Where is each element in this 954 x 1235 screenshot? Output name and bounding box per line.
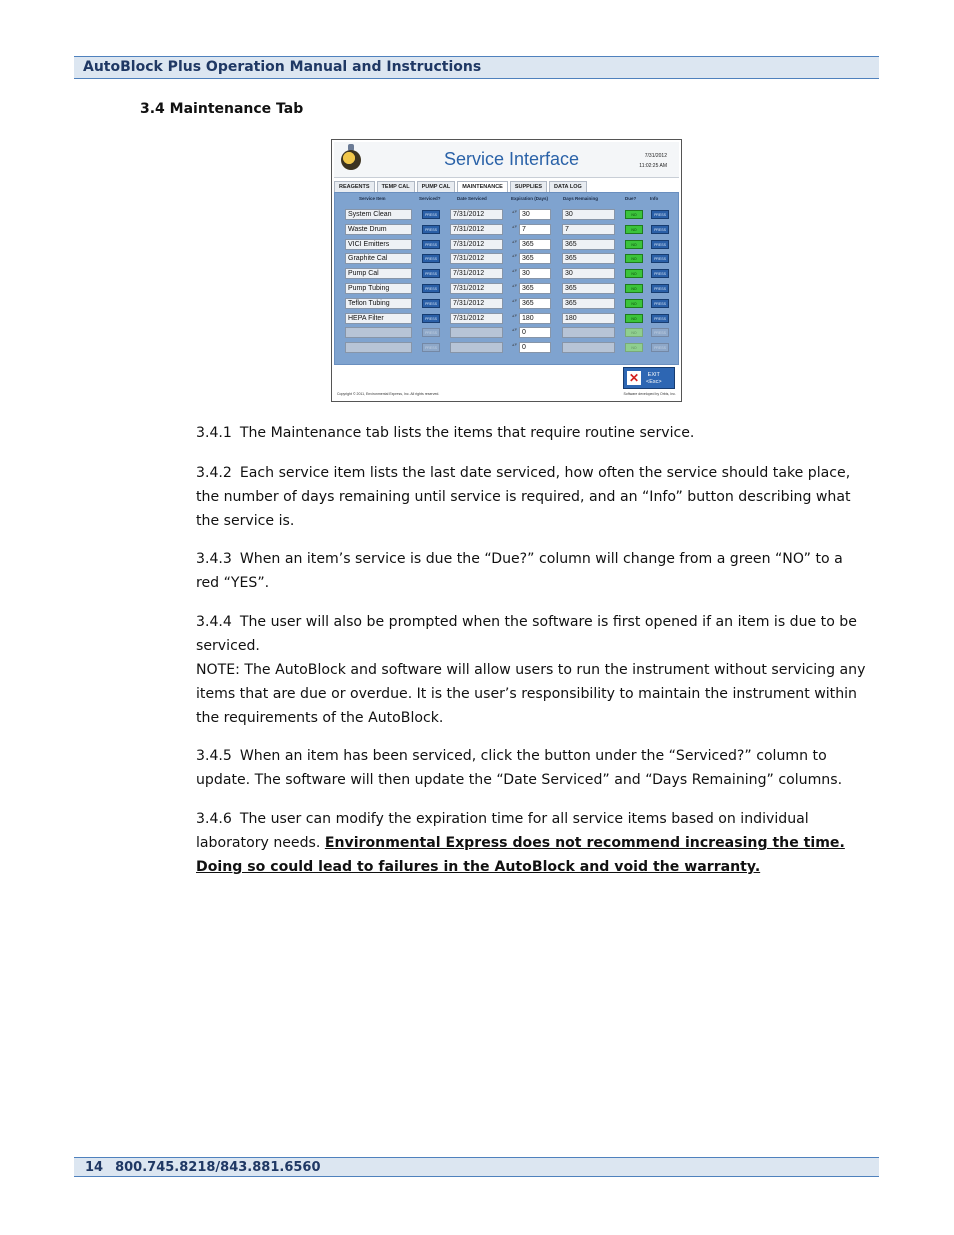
table-row	[335, 268, 680, 281]
due-indicator: NO	[625, 299, 643, 308]
paragraph-number: 3.4.1	[196, 425, 232, 441]
info-press-button[interactable]: PRESS	[651, 314, 669, 323]
section-heading: 3.4 Maintenance Tab	[140, 101, 304, 117]
date-serviced-cell	[450, 342, 503, 353]
col-serviced: Serviced?	[419, 196, 441, 201]
date-serviced-cell: 7/31/2012	[450, 239, 503, 250]
exit-button[interactable]	[623, 367, 675, 389]
date-serviced-cell: 7/31/2012	[450, 253, 503, 264]
info-press-button[interactable]: PRESS	[651, 343, 669, 352]
days-remaining-cell: 365	[562, 239, 615, 250]
days-remaining-cell	[562, 342, 615, 353]
service-item-cell: Teflon Tubing	[345, 298, 412, 309]
service-item-cell	[345, 327, 412, 338]
table-row	[335, 239, 680, 252]
expiration-spinner-icon[interactable]: ▴▾	[512, 238, 518, 245]
col-service-item: Service Item	[359, 196, 386, 201]
tab-supplies[interactable]: SUPPLIES	[510, 181, 547, 192]
paragraph-text: The Maintenance tab lists the items that require routine service.	[239, 425, 695, 441]
date-serviced-cell: 7/31/2012	[450, 209, 503, 220]
service-item-cell: Waste Drum	[345, 224, 412, 235]
service-item-cell: Pump Cal	[345, 268, 412, 279]
expiration-input[interactable]: 180	[519, 313, 551, 324]
table-row	[335, 283, 680, 296]
running-footer	[74, 1157, 879, 1177]
expiration-spinner-icon[interactable]: ▴▾	[512, 268, 518, 275]
paragraph-text: The user will also be prompted when the software is first opened if an item is due to be serviced.	[196, 614, 857, 654]
expiration-spinner-icon[interactable]: ▴▾	[512, 297, 518, 304]
tab-bar	[334, 178, 679, 192]
paragraph-3-4-5	[196, 744, 868, 792]
app-logo-icon	[341, 150, 361, 170]
close-icon: ✕	[628, 371, 640, 385]
expiration-spinner-icon[interactable]: ▴▾	[512, 342, 518, 349]
due-indicator: NO	[625, 225, 643, 234]
exit-label	[646, 372, 662, 386]
info-press-button[interactable]: PRESS	[651, 225, 669, 234]
warranty-warning: Environmental Express does not recommend increasing the time. Doing so could lead to failures in the AutoBlock and void the warranty.	[196, 835, 845, 875]
serviced-press-button[interactable]: PRESS	[422, 343, 440, 352]
date-serviced-cell	[450, 327, 503, 338]
paragraph-3-4-3	[196, 547, 868, 595]
table-row	[335, 342, 680, 355]
expiration-input[interactable]: 7	[519, 224, 551, 235]
paragraph-number: 3.4.2	[196, 465, 232, 481]
app-date: 7/31/2012	[644, 153, 667, 159]
expiration-spinner-icon[interactable]: ▴▾	[512, 253, 518, 260]
paragraph-3-4-4	[196, 610, 868, 730]
table-row	[335, 253, 680, 266]
paragraph-text: Each service item lists the last date serviced, how often the service should take place, the number of days remaining until service is required, and an “Info” button describing what the service is.	[196, 465, 851, 529]
days-remaining-cell: 30	[562, 209, 615, 220]
service-interface-screenshot	[331, 139, 682, 402]
app-header	[334, 142, 679, 178]
maintenance-panel	[334, 192, 679, 365]
paragraph-number: 3.4.5	[196, 748, 232, 764]
expiration-spinner-icon[interactable]: ▴▾	[512, 327, 518, 334]
date-serviced-cell: 7/31/2012	[450, 313, 503, 324]
phone-numbers: 800.745.8218/843.881.6560	[115, 1160, 321, 1175]
table-row	[335, 224, 680, 237]
table-row	[335, 298, 680, 311]
serviced-press-button[interactable]: PRESS	[422, 225, 440, 234]
paragraph-number: 3.4.4	[196, 614, 232, 630]
note-text: NOTE: The AutoBlock and software will allow users to run the instrument without servicing any items that are due or overdue. It is the user’s responsibility to maintain the instrument within the requirements of the AutoBlock.	[196, 662, 866, 726]
expiration-input[interactable]: 365	[519, 283, 551, 294]
col-days-remaining: Days Remaining	[563, 196, 599, 201]
days-remaining-cell: 365	[562, 253, 615, 264]
info-press-button[interactable]: PRESS	[651, 299, 669, 308]
paragraph-number: 3.4.6	[196, 811, 232, 827]
expiration-spinner-icon[interactable]: ▴▾	[512, 283, 518, 289]
tab-reagents[interactable]: REAGENTS	[334, 181, 375, 192]
app-datetime	[639, 151, 667, 171]
due-indicator: NO	[625, 254, 643, 263]
days-remaining-cell: 180	[562, 313, 615, 324]
tab-pump-cal[interactable]: PUMP CAL	[417, 181, 456, 192]
expiration-input[interactable]: 30	[519, 268, 551, 279]
expiration-input[interactable]: 365	[519, 253, 551, 264]
serviced-press-button[interactable]: PRESS	[422, 328, 440, 337]
tab-maintenance[interactable]: MAINTENANCE	[457, 181, 508, 192]
running-header	[74, 56, 879, 79]
expiration-input[interactable]: 0	[519, 327, 551, 338]
tab-data-log[interactable]: DATA LOG	[549, 181, 587, 192]
due-indicator: NO	[625, 314, 643, 323]
service-item-cell: VICI Emitters	[345, 239, 412, 250]
bottom-bar	[334, 365, 679, 392]
info-press-button[interactable]: PRESS	[651, 269, 669, 278]
table-row	[335, 209, 680, 222]
serviced-press-button[interactable]: PRESS	[422, 299, 440, 308]
service-item-cell: HEPA Filter	[345, 313, 412, 324]
due-indicator: NO	[625, 328, 643, 337]
col-due: Due?	[625, 196, 637, 201]
serviced-press-button[interactable]: PRESS	[422, 254, 440, 263]
days-remaining-cell	[562, 327, 615, 338]
page-number: 14	[85, 1160, 104, 1175]
expiration-input[interactable]: 30	[519, 209, 551, 220]
expiration-spinner-icon[interactable]: ▴▾	[512, 312, 518, 319]
service-item-cell: Pump Tubing	[345, 283, 412, 294]
paragraph-3-4-2	[196, 461, 868, 533]
service-item-cell	[345, 342, 412, 353]
expiration-input[interactable]: 365	[519, 298, 551, 309]
days-remaining-cell: 7	[562, 224, 615, 235]
service-item-cell: System Clean	[345, 209, 412, 220]
due-indicator: NO	[625, 210, 643, 219]
software-credit: Software developed by Orbis, Inc.	[623, 392, 676, 396]
copyright-notice: Copyright © 2011, Environmental Express, Inc. All rights reserved.	[337, 392, 440, 396]
col-date-serviced: Date Serviced	[457, 196, 487, 201]
due-indicator: NO	[625, 284, 643, 293]
paragraph-text: When an item has been serviced, click the button under the “Serviced?” column to update. The software will then update the “Date Serviced” and “Days Remaining” columns.	[196, 748, 843, 788]
date-serviced-cell: 7/31/2012	[450, 283, 503, 294]
info-press-button[interactable]: PRESS	[651, 284, 669, 293]
service-item-cell: Graphite Cal	[345, 253, 412, 264]
expiration-input[interactable]: 0	[519, 342, 551, 353]
serviced-press-button[interactable]: PRESS	[422, 269, 440, 278]
info-press-button[interactable]: PRESS	[651, 254, 669, 263]
days-remaining-cell: 365	[562, 298, 615, 309]
due-indicator: NO	[625, 343, 643, 352]
due-indicator: NO	[625, 269, 643, 278]
manual-title: AutoBlock Plus Operation Manual and Instructions	[83, 59, 482, 75]
table-row	[335, 327, 680, 340]
date-serviced-cell: 7/31/2012	[450, 268, 503, 279]
expiration-spinner-icon[interactable]: ▴▾	[512, 209, 518, 215]
paragraph-text: When an item’s service is due the “Due?” column will change from a green “NO” to a red “YES”.	[196, 551, 843, 591]
col-expiration: Expiration (Days)	[511, 196, 549, 201]
date-serviced-cell: 7/31/2012	[450, 298, 503, 309]
due-indicator: NO	[625, 240, 643, 249]
exit-label-line2: <Esc>	[646, 379, 662, 385]
app-title: Service Interface	[444, 149, 580, 169]
tab-temp-cal[interactable]: TEMP CAL	[377, 181, 415, 192]
exit-label-line1: EXIT	[647, 372, 660, 378]
days-remaining-cell: 30	[562, 268, 615, 279]
paragraph-3-4-1	[196, 421, 868, 445]
serviced-press-button[interactable]: PRESS	[422, 314, 440, 323]
paragraph-text: The user can modify the expiration time for all service items based on individual laboratory needs.	[196, 811, 809, 851]
info-press-button[interactable]: PRESS	[651, 210, 669, 219]
date-serviced-cell: 7/31/2012	[450, 224, 503, 235]
expiration-input[interactable]: 365	[519, 239, 551, 250]
table-row	[335, 313, 680, 326]
info-press-button[interactable]: PRESS	[651, 328, 669, 337]
info-press-button[interactable]: PRESS	[651, 240, 669, 249]
serviced-press-button[interactable]: PRESS	[422, 210, 440, 219]
paragraph-3-4-6	[196, 807, 868, 879]
expiration-spinner-icon[interactable]: ▴▾	[512, 223, 518, 230]
col-info: Info	[650, 196, 659, 201]
serviced-press-button[interactable]: PRESS	[422, 284, 440, 293]
paragraph-number: 3.4.3	[196, 551, 232, 567]
days-remaining-cell: 365	[562, 283, 615, 294]
serviced-press-button[interactable]: PRESS	[422, 240, 440, 249]
app-time: 11:02:25 AM	[639, 163, 667, 169]
